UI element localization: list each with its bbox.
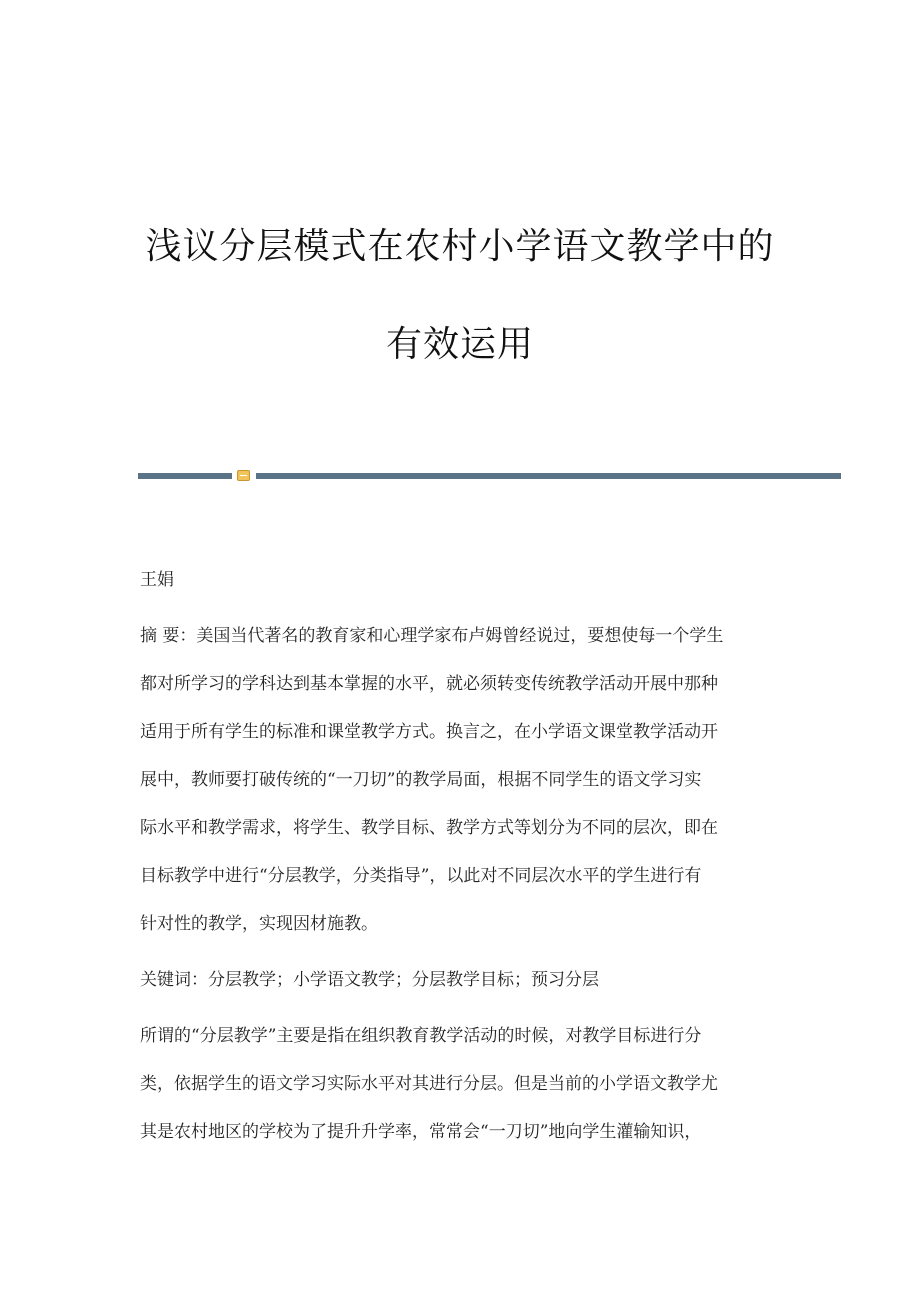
keywords-line: 关键词：分层教学；小学语文教学；分层教学目标；预习分层	[140, 970, 599, 990]
body-paragraph-line: 其是农村地区的学校为了提升升学率，常常会“一刀切”地向学生灌输知识，	[140, 1122, 702, 1142]
abstract-line: 针对性的教学，实现因材施教。	[140, 914, 378, 934]
abstract-line: 展中，教师要打破传统的“一刀切”的教学局面，根据不同学生的语文学习实	[140, 770, 702, 790]
abstract-line: 摘 要：美国当代著名的教育家和心理学家布卢姆曾经说过，要想使每一个学生	[140, 626, 724, 646]
abstract-line: 都对所学习的学科达到基本掌握的水平，就必须转变传统教学活动开展中那种	[140, 674, 718, 694]
document-title-line-2: 有效运用	[385, 324, 534, 365]
body-paragraph-line: 类，依据学生的语文学习实际水平对其进行分层。但是当前的小学语文教学尤	[140, 1074, 718, 1094]
abstract-line: 目标教学中进行“分层教学，分类指导”，以此对不同层次水平的学生进行有	[140, 866, 702, 886]
divider-bar-left	[138, 473, 232, 479]
document-title-line-1: 浅议分层模式在农村小学语文教学中的	[145, 226, 775, 267]
divider-ornament-icon	[237, 470, 250, 481]
abstract-line: 际水平和教学需求，将学生、教学目标、教学方式等划分为不同的层次，即在	[140, 818, 718, 838]
title-divider	[138, 470, 841, 482]
abstract-line: 适用于所有学生的标准和课堂教学方式。换言之，在小学语文课堂教学活动开	[140, 722, 718, 742]
author-name: 王娟	[140, 570, 174, 590]
divider-bar-right	[256, 473, 841, 479]
body-paragraph-line: 所谓的“分层教学”主要是指在组织教育教学活动的时候，对教学目标进行分	[140, 1026, 702, 1046]
